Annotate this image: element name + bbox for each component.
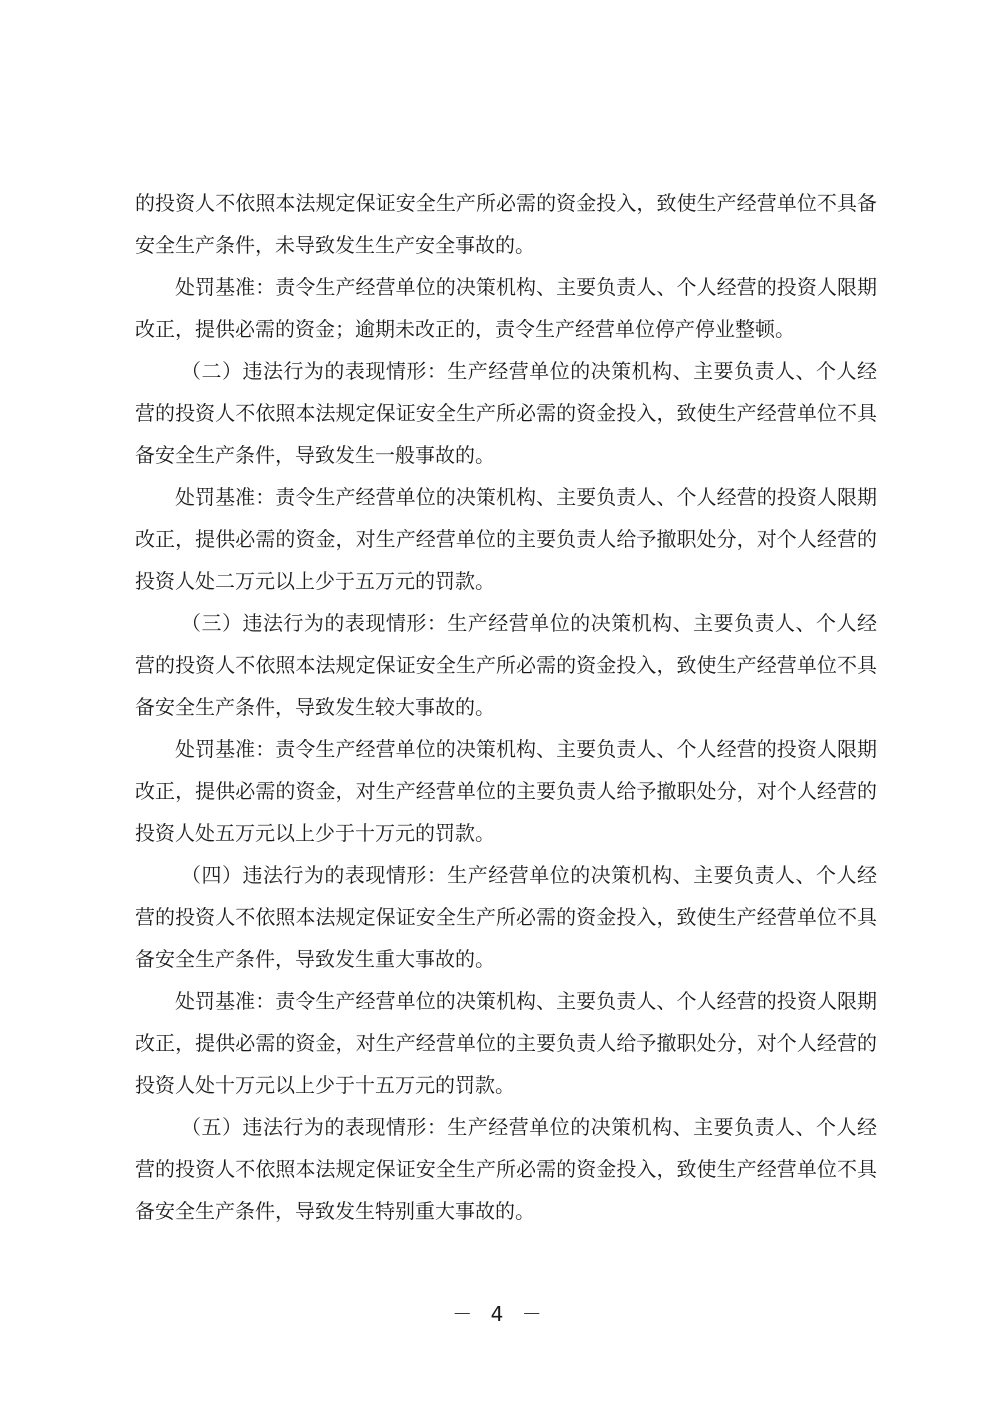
- paragraph-penalty-standard-4: 处罚基准：责令生产经营单位的决策机构、主要负责人、个人经营的投资人限期改正，提供必需的资金，对生产经营单位的主要负责人给予撤职处分，对个人经营的投资人处十万元以上少于十五万元的罚款。: [135, 989, 877, 1097]
- paragraph-violation-3: （三）违法行为的表现情形：生产经营单位的决策机构、主要负责人、个人经营的投资人不依照本法规定保证安全生产所必需的资金投入，致使生产经营单位不具备安全生产条件，导致发生较大事故的。: [135, 611, 877, 719]
- document-body: [135, 182, 877, 1232]
- paragraph-violation-2: （二）违法行为的表现情形：生产经营单位的决策机构、主要负责人、个人经营的投资人不依照本法规定保证安全生产所必需的资金投入，致使生产经营单位不具备安全生产条件，导致发生一般事故的。: [135, 359, 877, 467]
- paragraph-violation-5: （五）违法行为的表现情形：生产经营单位的决策机构、主要负责人、个人经营的投资人不依照本法规定保证安全生产所必需的资金投入，致使生产经营单位不具备安全生产条件，导致发生特别重大事故的。: [135, 1115, 877, 1223]
- paragraph-penalty-standard-3: 处罚基准：责令生产经营单位的决策机构、主要负责人、个人经营的投资人限期改正，提供必需的资金，对生产经营单位的主要负责人给予撤职处分，对个人经营的投资人处五万元以上少于十万元的罚款。: [135, 737, 877, 845]
- paragraph-penalty-standard-2: 处罚基准：责令生产经营单位的决策机构、主要负责人、个人经营的投资人限期改正，提供必需的资金，对生产经营单位的主要负责人给予撤职处分，对个人经营的投资人处二万元以上少于五万元的罚款。: [135, 485, 877, 593]
- page-number: － 4 －: [452, 1302, 548, 1326]
- paragraph-penalty-standard-1: 处罚基准：责令生产经营单位的决策机构、主要负责人、个人经营的投资人限期改正，提供必需的资金；逾期未改正的，责令生产经营单位停产停业整顿。: [135, 275, 877, 341]
- paragraph-violation-4: （四）违法行为的表现情形：生产经营单位的决策机构、主要负责人、个人经营的投资人不依照本法规定保证安全生产所必需的资金投入，致使生产经营单位不具备安全生产条件，导致发生重大事故的。: [135, 863, 877, 971]
- paragraph-continuation: 的投资人不依照本法规定保证安全生产所必需的资金投入，致使生产经营单位不具备安全生产条件，未导致发生生产安全事故的。: [135, 191, 877, 257]
